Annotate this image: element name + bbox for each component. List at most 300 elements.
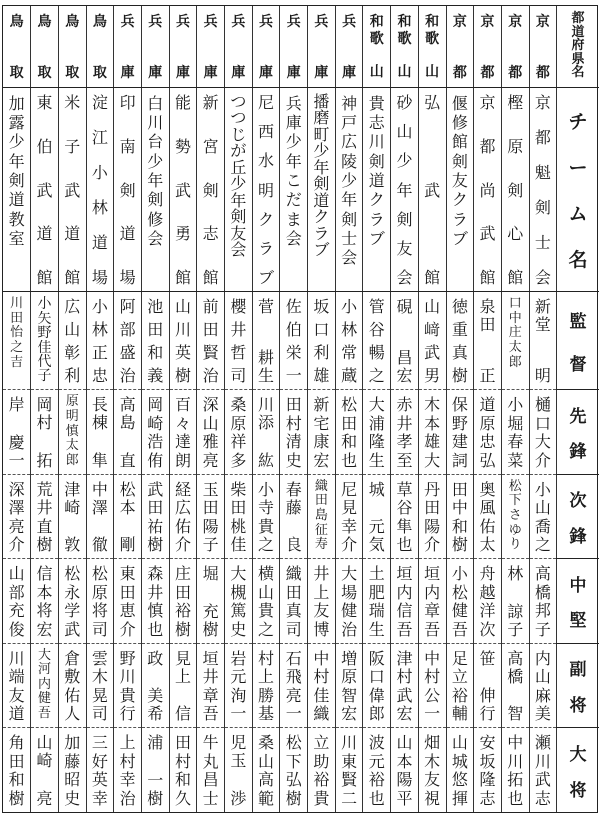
glyph: 智 [507, 704, 524, 723]
glyph: 兵 [314, 14, 329, 30]
glyph: 晃 [91, 685, 108, 705]
glyph: 兵 [203, 14, 218, 30]
glyph: 和 [397, 14, 412, 30]
glyph: 草 [396, 479, 413, 499]
glyph: 兵 [120, 14, 135, 30]
member-name [363, 475, 390, 558]
glyph: 館 [424, 268, 441, 288]
glyph: 少 [8, 132, 25, 152]
glyph: 松 [91, 564, 108, 584]
glyph: 志 [202, 224, 219, 244]
glyph: 荒 [36, 479, 53, 499]
team-name [59, 88, 86, 291]
glyph: 伯 [36, 136, 53, 156]
role-label [557, 390, 599, 473]
member-name [447, 728, 474, 812]
glyph: 庫 [120, 64, 135, 81]
member-name [280, 475, 307, 558]
member-name [502, 292, 529, 389]
glyph: 行 [119, 704, 136, 723]
glyph: 祐 [147, 516, 164, 536]
glyph: 也 [507, 788, 524, 808]
member-cell [308, 390, 336, 474]
glyph: 慎 [65, 423, 79, 439]
role-label [557, 728, 599, 812]
team-cell [58, 87, 86, 291]
member-cell [501, 559, 529, 643]
glyph: 将 [91, 601, 108, 621]
glyph: 郎 [65, 452, 79, 468]
glyph: 武 [479, 224, 496, 244]
member-name [197, 390, 224, 473]
role-label [557, 644, 599, 727]
glyph: 京 [452, 14, 467, 30]
team-roster-table [2, 5, 598, 813]
glyph: 山 [424, 297, 441, 317]
glyph: 隆 [479, 770, 496, 790]
glyph: 会 [396, 268, 413, 288]
member-name [59, 644, 86, 727]
glyph: 田 [202, 498, 219, 518]
glyph: 川 [341, 733, 358, 752]
glyph: 宅 [313, 413, 330, 433]
glyph: 庫 [286, 64, 301, 81]
glyph: 信 [36, 564, 53, 584]
glyph: 深 [8, 479, 25, 499]
glyph: 勇 [174, 224, 191, 244]
glyph: 庫 [259, 64, 274, 81]
glyph: 義 [147, 366, 164, 386]
glyph: 村 [119, 751, 136, 771]
team-cell [335, 87, 363, 291]
member-name [308, 644, 335, 727]
glyph: 宏 [36, 619, 53, 639]
prefecture-cell [197, 6, 225, 87]
glyph: 中 [569, 575, 587, 596]
glyph: 哲 [230, 343, 247, 363]
glyph: 志 [368, 113, 385, 133]
glyph: 下 [285, 751, 302, 771]
member-cell [501, 292, 529, 390]
member-name [308, 475, 335, 558]
team-name [114, 88, 141, 291]
prefecture-name [170, 6, 197, 87]
glyph: ブ [313, 240, 330, 260]
prefecture-name [253, 6, 280, 87]
glyph: 阿 [119, 297, 136, 317]
glyph: ク [313, 207, 330, 227]
team-cell [529, 87, 557, 291]
glyph: 直 [36, 516, 53, 536]
member-name [336, 390, 363, 473]
glyph: 樹 [174, 619, 191, 639]
glyph: 原 [341, 667, 358, 687]
glyph: 少 [396, 151, 413, 171]
glyph: 菜 [507, 450, 524, 470]
member-cell [474, 390, 502, 474]
member-name [419, 559, 446, 642]
member-name [87, 644, 114, 727]
glyph: 年 [396, 180, 413, 200]
glyph: 樹 [285, 788, 302, 808]
glyph: 年 [8, 151, 25, 171]
prefecture-name [363, 6, 390, 87]
glyph: 山 [258, 751, 275, 771]
glyph: 真 [451, 343, 468, 363]
glyph: 倉 [64, 648, 81, 668]
member-cell [86, 390, 114, 474]
member-cell [335, 390, 363, 474]
member-cell [86, 474, 114, 558]
glyph: 上 [313, 582, 330, 602]
member-cell [141, 643, 169, 727]
glyph: 会 [230, 240, 247, 260]
glyph: 丘 [230, 157, 247, 177]
member-name [142, 728, 169, 812]
glyph: 詞 [451, 450, 468, 470]
glyph: 樹 [202, 619, 219, 639]
prefecture-name [530, 6, 557, 87]
glyph: ブ [451, 228, 468, 248]
glyph: 歌 [397, 31, 412, 47]
member-name [197, 292, 224, 389]
glyph: 少 [147, 151, 164, 171]
glyph: 介 [174, 535, 191, 555]
glyph: 麻 [534, 685, 551, 705]
glyph: 越 [479, 582, 496, 602]
member-cell [474, 474, 502, 558]
member-cell [308, 728, 336, 813]
glyph: 岸 [8, 395, 25, 415]
glyph: 将 [569, 780, 587, 801]
glyph: 山 [396, 733, 413, 752]
member-name [447, 390, 474, 473]
glyph: 新 [313, 395, 330, 415]
glyph: 和 [174, 770, 191, 790]
glyph: 岡 [147, 395, 164, 415]
glyph: 桑 [230, 395, 247, 415]
glyph: 瀬 [534, 733, 551, 752]
member-cell [31, 643, 59, 727]
glyph: 本 [396, 751, 413, 771]
glyph: 広 [64, 297, 81, 317]
glyph: ラ [451, 209, 468, 229]
glyph: 也 [341, 450, 358, 470]
member-name [225, 475, 252, 558]
glyph: 年 [285, 151, 302, 171]
glyph: 剣 [534, 198, 551, 218]
glyph: 之 [258, 535, 275, 555]
glyph: 城 [368, 479, 385, 499]
glyph: 江 [91, 127, 108, 147]
glyph: 少 [230, 174, 247, 194]
glyph: 歌 [425, 31, 440, 47]
glyph: 史 [285, 450, 302, 470]
member-cell [31, 292, 59, 390]
member-cell [31, 390, 59, 474]
glyph: 松 [64, 564, 81, 584]
glyph: 裕 [313, 770, 330, 790]
glyph: が [230, 141, 247, 161]
member-name [391, 292, 418, 389]
glyph: 岡 [36, 395, 53, 415]
glyph: 樹 [8, 788, 25, 808]
glyph: 道 [479, 395, 496, 415]
member-cell [308, 643, 336, 727]
glyph: 吾 [38, 705, 52, 721]
glyph: 室 [8, 228, 25, 248]
glyph: 取 [9, 64, 24, 81]
glyph: 友 [8, 685, 25, 705]
member-name [363, 644, 390, 727]
glyph: 宮 [202, 136, 219, 156]
glyph: つ [230, 108, 247, 128]
glyph: 東 [341, 751, 358, 771]
glyph: 館 [451, 132, 468, 152]
glyph: 口 [313, 320, 330, 340]
glyph: 鳥 [9, 14, 24, 30]
glyph: 館 [479, 268, 496, 288]
member-cell [446, 390, 474, 474]
glyph: 田 [147, 320, 164, 340]
member-cell [418, 292, 446, 390]
glyph: 場 [91, 268, 108, 288]
glyph: 広 [174, 498, 191, 518]
member-name [197, 475, 224, 558]
member-name [308, 292, 335, 389]
glyph: 松 [451, 582, 468, 602]
glyph: 敷 [64, 667, 81, 687]
member-cell [58, 474, 86, 558]
glyph: 山 [36, 733, 53, 752]
member-cell [86, 292, 114, 390]
glyph: 修 [451, 113, 468, 133]
glyph: 悠 [451, 770, 468, 790]
member-name [31, 559, 58, 642]
member-cell [58, 292, 86, 390]
glyph: 剣 [230, 207, 247, 227]
member-name [530, 559, 557, 642]
glyph: ラ [258, 239, 275, 259]
glyph: 土 [368, 564, 385, 584]
glyph: 広 [341, 132, 358, 152]
glyph: 裕 [451, 685, 468, 705]
member-cell [197, 474, 225, 558]
glyph: 小 [507, 395, 524, 415]
glyph: 深 [202, 395, 219, 415]
glyph: 赤 [396, 395, 413, 415]
glyph: 尚 [479, 180, 496, 200]
glyph: 治 [341, 619, 358, 639]
member-cell [225, 728, 253, 813]
member-cell [280, 390, 308, 474]
glyph: 木 [91, 667, 108, 687]
glyph: 直 [119, 450, 136, 470]
glyph: 気 [368, 535, 385, 555]
prefecture-name [142, 6, 169, 87]
glyph: 原 [91, 582, 108, 602]
glyph: 村 [396, 667, 413, 687]
glyph: 東 [36, 92, 53, 112]
member-name [336, 475, 363, 558]
team-name [31, 88, 58, 291]
glyph: 武 [424, 180, 441, 200]
glyph: 名 [571, 65, 585, 80]
glyph: 阪 [368, 648, 385, 668]
glyph: 宏 [396, 704, 413, 723]
glyph: 口 [368, 667, 385, 687]
member-name [253, 728, 280, 812]
glyph: 原 [507, 136, 524, 156]
glyph: 木 [424, 751, 441, 771]
member-name [142, 644, 169, 727]
glyph: 島 [314, 507, 328, 523]
glyph: ー [568, 157, 588, 180]
glyph: 健 [341, 601, 358, 621]
glyph: 川 [368, 132, 385, 152]
prefecture-name [114, 6, 141, 87]
member-cell [474, 559, 502, 643]
glyph: 武 [396, 685, 413, 705]
glyph: 神 [341, 93, 358, 113]
glyph: 樹 [147, 789, 164, 808]
prefecture-name [419, 6, 446, 87]
member-cell [363, 643, 391, 727]
glyph: 公 [424, 685, 441, 705]
glyph: 心 [507, 224, 524, 244]
glyph: 加 [64, 733, 81, 752]
glyph: 庫 [231, 64, 246, 81]
member-name [447, 559, 474, 642]
member-cell [58, 390, 86, 474]
glyph: 会 [534, 268, 551, 288]
glyph: 尼 [258, 92, 275, 112]
glyph: 建 [451, 432, 468, 452]
glyph: 砂 [396, 92, 413, 112]
glyph: 澤 [91, 497, 108, 517]
glyph: 城 [451, 751, 468, 771]
glyph: 鋒 [569, 442, 587, 463]
member-cell [446, 292, 474, 390]
glyph: 一 [424, 704, 441, 723]
glyph: 佐 [285, 297, 302, 317]
member-name [225, 644, 252, 727]
glyph: 露 [8, 113, 25, 133]
glyph: 山 [202, 413, 219, 433]
glyph: 正 [91, 343, 108, 363]
glyph: 櫻 [230, 297, 247, 317]
member-cell [169, 390, 197, 474]
glyph: 織 [313, 704, 330, 723]
member-name [114, 475, 141, 558]
glyph: 偉 [368, 685, 385, 705]
glyph: 樹 [174, 366, 191, 386]
member-name [225, 390, 252, 473]
glyph: 村 [285, 413, 302, 433]
member-name [336, 644, 363, 727]
glyph: 道 [119, 224, 136, 244]
glyph: 年 [230, 190, 247, 210]
glyph: 米 [64, 92, 81, 112]
prefecture-name [447, 6, 474, 87]
glyph: 大 [569, 744, 587, 765]
member-cell [446, 728, 474, 813]
glyph: 小 [534, 479, 551, 499]
glyph: 都 [571, 11, 585, 26]
glyph: 館 [64, 268, 81, 288]
member-name [197, 728, 224, 812]
glyph: 慎 [147, 601, 164, 621]
glyph: 新 [202, 92, 219, 112]
member-cell [141, 728, 169, 813]
member-name [280, 644, 307, 727]
member-cell [474, 728, 502, 813]
glyph: 府 [571, 38, 585, 53]
glyph: 高 [119, 395, 136, 415]
glyph: 治 [119, 366, 136, 386]
member-cell [169, 643, 197, 727]
member-cell [252, 643, 280, 727]
glyph: 会 [285, 228, 302, 248]
member-cell [252, 474, 280, 558]
member-cell [141, 559, 169, 643]
glyph: 佳 [37, 339, 52, 356]
member-name [3, 644, 30, 727]
glyph: 洵 [230, 685, 247, 705]
member-name [474, 728, 501, 812]
glyph: つ [230, 91, 247, 111]
glyph: 渉 [230, 789, 247, 808]
glyph: 介 [8, 535, 25, 555]
glyph: 野 [451, 413, 468, 433]
glyph: 貴 [119, 685, 136, 705]
glyph: 貴 [258, 601, 275, 621]
glyph: 井 [230, 320, 247, 340]
member-cell [391, 390, 419, 474]
glyph: 安 [479, 733, 496, 752]
member-cell [391, 559, 419, 643]
glyph: 兵 [175, 14, 190, 30]
member-cell [197, 390, 225, 474]
glyph: 石 [285, 648, 302, 668]
member-cell [529, 643, 557, 727]
member-cell [141, 474, 169, 558]
glyph: 堀 [507, 413, 524, 433]
glyph: 泉 [479, 297, 496, 317]
glyph: 井 [36, 498, 53, 518]
member-cell [114, 643, 142, 727]
glyph: 松 [285, 733, 302, 752]
glyph: 和 [147, 343, 164, 363]
glyph: 川 [147, 113, 164, 133]
glyph: 田 [451, 479, 468, 499]
member-name [474, 390, 501, 473]
team-name [363, 88, 390, 291]
glyph: 大 [368, 395, 385, 415]
glyph: 弘 [479, 450, 496, 470]
glyph: 征 [314, 522, 328, 538]
member-name [87, 728, 114, 812]
glyph: 田 [8, 751, 25, 771]
glyph: 剣 [202, 180, 219, 200]
glyph: 之 [534, 535, 551, 555]
glyph: 昌 [396, 348, 413, 368]
glyph: 和 [425, 14, 440, 30]
member-cell [280, 292, 308, 390]
glyph: 都 [534, 127, 551, 147]
member-name [59, 728, 86, 812]
glyph: 之 [258, 619, 275, 639]
